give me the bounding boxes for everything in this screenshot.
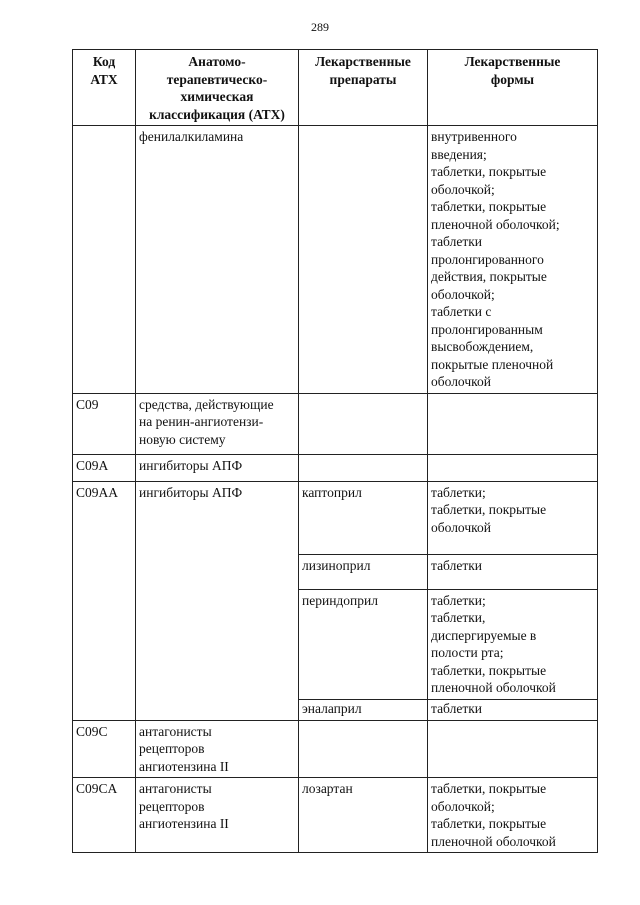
table-row [73, 720, 598, 778]
classification-cell: антагонисты рецепторов ангиотензина II [136, 720, 299, 778]
classification-cell: средства, действующие на ренин-ангиотензи- новую систему [136, 393, 299, 454]
atx-table [72, 49, 598, 853]
forms-cell: таблетки [428, 699, 598, 720]
forms-cell: таблетки; таблетки, покрытые оболочкой [428, 481, 598, 554]
table-row [73, 778, 598, 853]
header-forms: Лекарственные формы [428, 50, 598, 126]
header-code: Код АТХ [73, 50, 136, 126]
table-header-row [73, 50, 598, 126]
classification-cell: фенилалкиламина [136, 126, 299, 394]
forms-cell: таблетки, покрытые оболочкой; таблетки, покрытые пленочной оболочкой [428, 778, 598, 853]
classification-cell: антагонисты рецепторов ангиотензина II [136, 778, 299, 853]
forms-cell: таблетки [428, 554, 598, 589]
drug-cell [299, 126, 428, 394]
drug-cell: лозартан [299, 778, 428, 853]
drug-cell [299, 454, 428, 481]
drug-cell: эналаприл [299, 699, 428, 720]
atx-code-cell: C09CA [73, 778, 136, 853]
page-number: 289 [311, 20, 329, 34]
forms-cell [428, 393, 598, 454]
header-drugs: Лекарственные препараты [299, 50, 428, 126]
drug-cell [299, 393, 428, 454]
atx-code-cell: C09C [73, 720, 136, 778]
table-row [73, 126, 598, 394]
table-row [73, 454, 598, 481]
drug-cell [299, 720, 428, 778]
atx-code-cell: C09AA [73, 481, 136, 720]
atx-code-cell: C09 [73, 393, 136, 454]
forms-cell: таблетки; таблетки, диспергируемые в полости рта; таблетки, покрытые пленочной оболочкой [428, 589, 598, 699]
atx-code-cell: C09A [73, 454, 136, 481]
table-row [73, 393, 598, 454]
header-classification: Анатомо- терапевтическо- химическая классификация (АТХ) [136, 50, 299, 126]
forms-cell [428, 454, 598, 481]
classification-cell: ингибиторы АПФ [136, 481, 299, 720]
drug-cell: каптоприл [299, 481, 428, 554]
forms-cell [428, 720, 598, 778]
drug-cell: периндоприл [299, 589, 428, 699]
table-row [73, 481, 598, 554]
atx-code-cell [73, 126, 136, 394]
forms-cell: внутривенного введения; таблетки, покрытые оболочкой; таблетки, покрытые пленочной оболочкой; таблетки пролонгированного действия, покрытые оболочкой; таблетки с пролонгированным высвобождением, покрытые пленочной оболочкой [428, 126, 598, 394]
drug-cell: лизиноприл [299, 554, 428, 589]
classification-cell: ингибиторы АПФ [136, 454, 299, 481]
